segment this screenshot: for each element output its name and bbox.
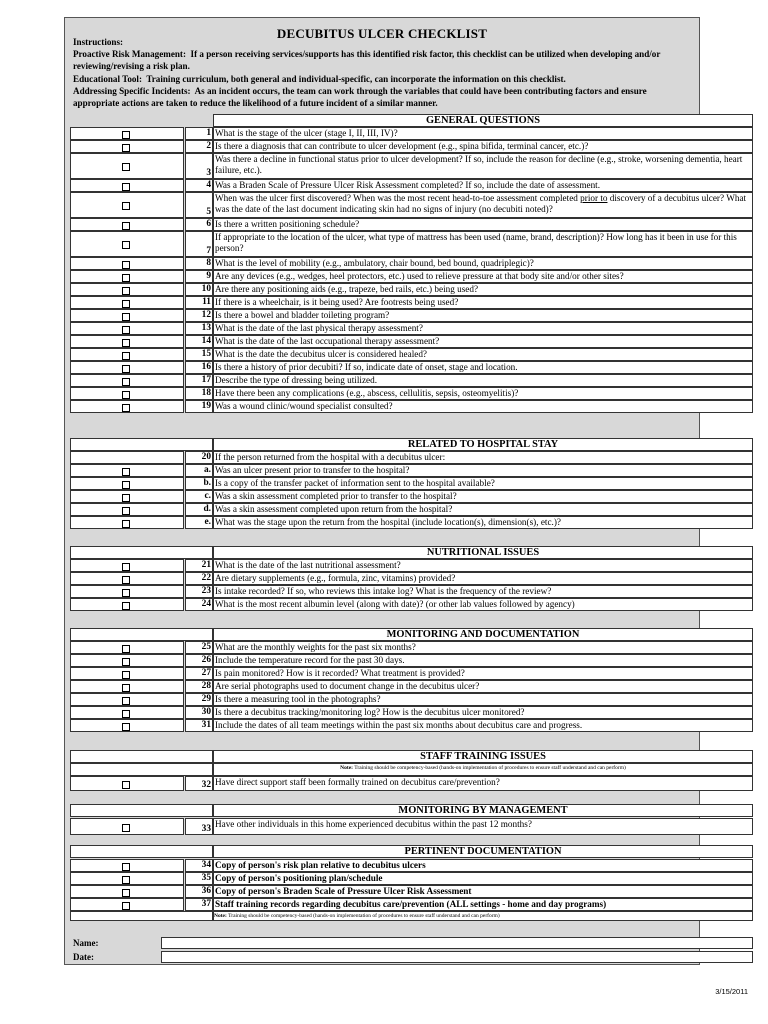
blank-cell [70, 845, 213, 858]
checkbox[interactable] [122, 863, 130, 871]
item-number: 13 [185, 322, 213, 335]
item-number: 31 [185, 719, 213, 732]
checkbox[interactable] [122, 202, 130, 210]
question-text: If appropriate to the location of the ulcer, what type of mattress has been used (name, brand, description)? How long has it been in use for this person? [213, 231, 753, 257]
question-text: What is the most recent albumin level (along with date)? (or other lab values followed by agency) [213, 598, 753, 611]
section-heading-general: GENERAL QUESTIONS [213, 114, 753, 127]
question-text-part: When was the ulcer first discovered? When was the most recent head-to-toe assessment completed [215, 193, 581, 203]
blank-cell [70, 628, 213, 641]
item-number: 3 [185, 153, 213, 179]
issue-cell [70, 374, 184, 387]
item-number: 30 [185, 706, 213, 719]
checkbox[interactable] [122, 163, 130, 171]
checklist-sheet [64, 17, 747, 965]
issue-cell [70, 464, 184, 477]
instructions-label: Instructions: [73, 37, 124, 47]
issue-cell [70, 127, 184, 140]
question-text: What is the date the decubitus ulcer is considered healed? [213, 348, 753, 361]
issue-cell [70, 776, 184, 791]
checkbox[interactable] [122, 658, 130, 666]
item-number: 36 [185, 885, 213, 898]
question-text: Is there a decubitus tracking/monitoring log? How is the decubitus ulcer monitored? [213, 706, 753, 719]
blank-cell [70, 911, 213, 921]
item-number: 28 [185, 680, 213, 693]
item-number: 18 [185, 387, 213, 400]
question-text: Have other individuals in this home experienced decubitus within the past 12 months? [213, 818, 753, 835]
checkbox[interactable] [122, 507, 130, 515]
checkbox[interactable] [122, 697, 130, 705]
issue-cell [70, 490, 184, 503]
checkbox[interactable] [122, 723, 130, 731]
question-text: What is the date of the last physical therapy assessment? [213, 322, 753, 335]
issue-cell [70, 140, 184, 153]
checkbox[interactable] [122, 576, 130, 584]
issue-cell [70, 400, 184, 413]
issue-cell [70, 179, 184, 192]
checkbox[interactable] [122, 391, 130, 399]
issue-cell [70, 296, 184, 309]
item-number: 15 [185, 348, 213, 361]
item-number: c. [185, 490, 213, 503]
question-text: Are serial photographs used to document change in the decubitus ulcer? [213, 680, 753, 693]
checkbox[interactable] [122, 378, 130, 386]
item-number: 8 [185, 257, 213, 270]
item-number: 12 [185, 309, 213, 322]
issue-cell [70, 192, 184, 218]
item-number: 14 [185, 335, 213, 348]
checkbox[interactable] [122, 481, 130, 489]
question-text: What was the stage upon the return from the hospital (include location(s), dimension(s), etc.)? [213, 516, 753, 529]
question-text: Copy of person's positioning plan/schedule [213, 872, 753, 885]
issue-cell [70, 270, 184, 283]
item-number: b. [185, 477, 213, 490]
checkbox[interactable] [122, 645, 130, 653]
instructions-proactive: Proactive Risk Management: If a person receiving services/supports has this identified risk factor, this checklist can be utilized when developing and/or reviewing/revising a risk plan. [73, 49, 661, 71]
issue-cell [70, 559, 184, 572]
issue-cell [70, 451, 184, 464]
issue-cell [70, 885, 184, 898]
checkbox[interactable] [122, 222, 130, 230]
question-text: Is there a written positioning schedule? [213, 218, 753, 231]
issue-cell [70, 898, 184, 911]
checkbox[interactable] [122, 313, 130, 321]
pertinent-note [213, 911, 753, 921]
question-text: Have there been any complications (e.g., abscess, cellulitis, sepsis, osteomyelitis)? [213, 387, 753, 400]
issue-cell [70, 387, 184, 400]
instructions-educational: Educational Tool: Training curriculum, both general and individual-specific, can incorporate the information on this checklist. [73, 74, 566, 84]
issue-cell [70, 231, 184, 257]
issue-cell [70, 503, 184, 516]
question-text: Are dietary supplements (e.g., formula, zinc, vitamins) provided? [213, 572, 753, 585]
item-number: 29 [185, 693, 213, 706]
blank-cell [70, 438, 213, 451]
item-number: 20 [185, 451, 213, 464]
question-text: Copy of person's risk plan relative to decubitus ulcers [213, 859, 753, 872]
question-text: If there is a wheelchair, is it being used? Are footrests being used? [213, 296, 753, 309]
item-number: 23 [185, 585, 213, 598]
item-number: 24 [185, 598, 213, 611]
checkbox[interactable] [122, 494, 130, 502]
issue-cell [70, 153, 184, 179]
blank-cell [70, 546, 213, 559]
question-text: Include the dates of all team meetings within the past six months about decubitus care and progress. [213, 719, 753, 732]
issue-cell [70, 257, 184, 270]
checkbox[interactable] [122, 326, 130, 334]
question-text-underlined: prior to [580, 193, 608, 203]
question-text: Is a copy of the transfer packet of information sent to the hospital available? [213, 477, 753, 490]
question-text: Are there any positioning aids (e.g., trapeze, bed rails, etc.) being used? [213, 283, 753, 296]
item-number: 32 [185, 776, 213, 791]
question-text: Copy of person's Braden Scale of Pressure Ulcer Risk Assessment [213, 885, 753, 898]
section-heading-management: MONITORING BY MANAGEMENT [213, 804, 753, 817]
checkbox[interactable] [122, 352, 130, 360]
item-number: 34 [185, 859, 213, 872]
question-text: Describe the type of dressing being utilized. [213, 374, 753, 387]
note-text: Training should be competency-based (hands-on implementation of procedures to ensure staff understand and can perform) [228, 913, 500, 919]
issue-cell [70, 309, 184, 322]
issue-cell [70, 680, 184, 693]
item-number: a. [185, 464, 213, 477]
issue-cell [70, 585, 184, 598]
issue-cell [70, 719, 184, 732]
question-text: Was a Braden Scale of Pressure Ulcer Risk Assessment completed? If so, include the date of assessment. [213, 179, 753, 192]
date-label: Date: [73, 952, 94, 962]
question-text: Include the temperature record for the past 30 days. [213, 654, 753, 667]
question-text: Was a wound clinic/wound specialist consulted? [213, 400, 753, 413]
checkbox[interactable] [122, 241, 130, 249]
question-text: Is there a history of prior decubiti? If so, indicate date of onset, stage and location. [213, 361, 753, 374]
item-number: 25 [185, 641, 213, 654]
checkbox[interactable] [122, 287, 130, 295]
issue-cell [70, 872, 184, 885]
note-label: Note: [214, 913, 227, 919]
question-text: If the person returned from the hospital with a decubitus ulcer: [213, 451, 753, 464]
item-number: 22 [185, 572, 213, 585]
training-note [213, 763, 753, 776]
question-text-part: discovery of a decubitus ulcer? What was the date of the last document indicating skin had no signs of injury (no decubiti noted)? [215, 193, 747, 214]
question-text: Is there a bowel and bladder toileting program? [213, 309, 753, 322]
item-number: 6 [185, 218, 213, 231]
question-text: Was an ulcer present prior to transfer to the hospital? [213, 464, 753, 477]
item-number: 11 [185, 296, 213, 309]
question-text: Was a skin assessment completed upon return from the hospital? [213, 503, 753, 516]
item-number: 35 [185, 872, 213, 885]
issue-cell [70, 322, 184, 335]
section-heading-nutrition: NUTRITIONAL ISSUES [213, 546, 753, 559]
checkbox[interactable] [122, 563, 130, 571]
section-heading-hospital: RELATED TO HOSPITAL STAY [213, 438, 753, 451]
item-number: 16 [185, 361, 213, 374]
checkbox[interactable] [122, 131, 130, 139]
item-number: 2 [185, 140, 213, 153]
footer-date: 3/15/2011 [715, 987, 748, 996]
item-number: 9 [185, 270, 213, 283]
note-text: Training should be competency-based (hands-on implementation of procedures to ensure staff understand and can perform) [354, 765, 626, 771]
issue-cell [70, 348, 184, 361]
question-text: Is intake recorded? If so, who reviews this intake log? What is the frequency of the review? [213, 585, 753, 598]
question-text: Staff training records regarding decubitus care/prevention (ALL settings - home and day programs) [213, 898, 753, 911]
question-text: What are the monthly weights for the past six months? [213, 641, 753, 654]
issue-cell [70, 706, 184, 719]
question-text: Is there a measuring tool in the photographs? [213, 693, 753, 706]
issue-cell [70, 693, 184, 706]
issue-cell [70, 572, 184, 585]
item-number: 19 [185, 400, 213, 413]
checkbox[interactable] [122, 404, 130, 412]
question-text: Was a skin assessment completed prior to transfer to the hospital? [213, 490, 753, 503]
issue-cell [70, 218, 184, 231]
question-text: Are any devices (e.g., wedges, heel protectors, etc.) used to relieve pressure at that body site and/or other sites? [213, 270, 753, 283]
issue-cell [70, 859, 184, 872]
issue-cell [70, 654, 184, 667]
checkbox[interactable] [122, 300, 130, 308]
item-number: 33 [185, 818, 213, 835]
checkbox[interactable] [122, 468, 130, 476]
question-text [213, 192, 753, 218]
checkbox[interactable] [122, 781, 130, 789]
instructions-addressing: Addressing Specific Incidents: As an incident occurs, the team can work through the variables that could have been contributing factors and ensure appropriate actions are taken to reduce the likelihood of a future incident of a similar manner. [73, 86, 647, 108]
checkbox[interactable] [122, 671, 130, 679]
checkbox[interactable] [122, 902, 130, 910]
checkbox[interactable] [122, 710, 130, 718]
question-text: Is there a diagnosis that can contribute to ulcer development (e.g., spina bifida, terminal cancer, etc.)? [213, 140, 753, 153]
item-number: 37 [185, 898, 213, 911]
issue-cell [70, 477, 184, 490]
blank-cell [70, 804, 213, 817]
checkbox[interactable] [122, 365, 130, 373]
item-number: 1 [185, 127, 213, 140]
checkbox[interactable] [122, 889, 130, 897]
section-heading-pertinent: PERTINENT DOCUMENTATION [213, 845, 753, 858]
checkbox[interactable] [122, 261, 130, 269]
item-number: 4 [185, 179, 213, 192]
issue-cell [70, 361, 184, 374]
page-title: DECUBITUS ULCER CHECKLIST [276, 26, 488, 41]
item-number: 21 [185, 559, 213, 572]
item-number: 7 [185, 231, 213, 257]
question-text: What is the date of the last occupational therapy assessment? [213, 335, 753, 348]
name-field[interactable] [161, 937, 753, 949]
item-number: e. [185, 516, 213, 529]
item-number: 26 [185, 654, 213, 667]
blank-cell [70, 763, 213, 776]
blank-cell [70, 750, 213, 763]
issue-cell [70, 667, 184, 680]
issue-cell [70, 641, 184, 654]
question-text: What is the date of the last nutritional assessment? [213, 559, 753, 572]
checkbox[interactable] [122, 824, 130, 832]
issue-cell [70, 283, 184, 296]
checkbox[interactable] [122, 589, 130, 597]
item-number: d. [185, 503, 213, 516]
item-number: 17 [185, 374, 213, 387]
item-number: 5 [185, 192, 213, 218]
question-text: Have direct support staff been formally trained on decubitus care/prevention? [213, 776, 753, 791]
issue-cell [70, 335, 184, 348]
checkbox[interactable] [122, 602, 130, 610]
item-number: 27 [185, 667, 213, 680]
question-text: Is pain monitored? How is it recorded? What treatment is provided? [213, 667, 753, 680]
issue-cell [70, 598, 184, 611]
question-text: What is the stage of the ulcer (stage I, II, III, IV)? [213, 127, 753, 140]
section-heading-monitoring: MONITORING AND DOCUMENTATION [213, 628, 753, 641]
checkbox[interactable] [122, 876, 130, 884]
issue-cell [70, 516, 184, 529]
checkbox[interactable] [122, 144, 130, 152]
checkbox[interactable] [122, 520, 130, 528]
checkbox[interactable] [122, 339, 130, 347]
checkbox[interactable] [122, 684, 130, 692]
issue-cell [70, 818, 184, 835]
checkbox[interactable] [122, 274, 130, 282]
checkbox[interactable] [122, 183, 130, 191]
note-label: Note: [340, 765, 353, 771]
item-number: 10 [185, 283, 213, 296]
date-field[interactable] [161, 951, 753, 963]
section-heading-training: STAFF TRAINING ISSUES [213, 750, 753, 763]
question-text: Was there a decline in functional status prior to ulcer development? If so, include the reason for decline (e.g., stroke, worsening dementia, heart failure, etc.). [213, 153, 753, 179]
question-text: What is the level of mobility (e.g., ambulatory, chair bound, bed bound, quadriplegic)? [213, 257, 753, 270]
name-label: Name: [73, 938, 99, 948]
